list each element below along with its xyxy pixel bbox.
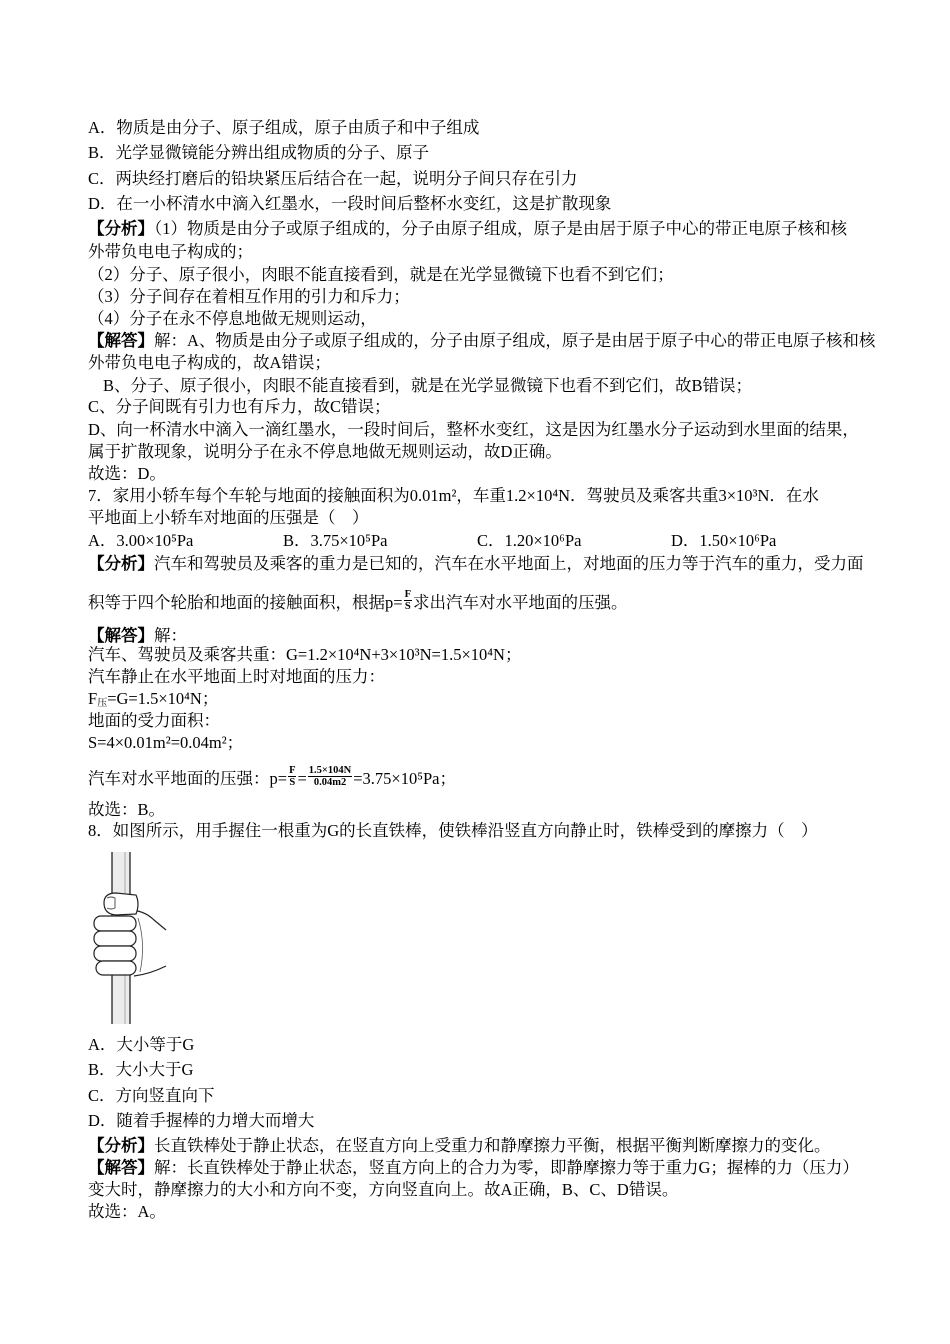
fraction-numerator: F <box>404 589 411 600</box>
force-symbol: F <box>88 689 98 708</box>
fraction-denominator: S <box>404 601 411 612</box>
solution-label: 【解答】 <box>88 1158 154 1177</box>
solution-label: 【解答】 <box>88 626 154 645</box>
q7-option-a: A．3.00×10⁵Pa <box>88 531 194 550</box>
q8-solution-line: 变大时，静摩擦力的大小和方向不变，方向竖直向上。故A正确，B、C、D错误。 <box>88 1180 679 1199</box>
solution-text: 解： <box>154 626 187 645</box>
q7-analysis-line <box>88 589 627 611</box>
q6-solution-line: 属于扩散现象，说明分子在永不停息地做无规则运动，故D正确。 <box>88 442 562 461</box>
q7-stem-line: 平地面上小轿车对地面的压强是（ ） <box>88 508 369 527</box>
fraction-denominator: 0.04m2 <box>313 777 347 788</box>
analysis-text: 长直铁棒处于静止状态，在竖直方向上受重力和静摩擦力平衡，根据平衡判断摩擦力的变化。 <box>154 1136 831 1155</box>
pressure-formula-fraction <box>404 589 412 612</box>
q6-solution-line: D、向一杯清水中滴入一滴红墨水，一段时间后，整杯水变红，这是因为红墨水分子运动到水里面的结果， <box>88 420 859 439</box>
analysis-text: 汽车和驾驶员及乘客的重力是已知的，汽车在水平地面上，对地面的压力等于汽车的重力，受力面 <box>154 554 864 573</box>
q7-solution-line: 汽车静止在水平地面上时对地面的压力： <box>88 667 385 686</box>
q6-analysis-line: （2）分子、原子很小，肉眼不能直接看到，就是在光学显微镜下也看不到它们； <box>88 265 674 284</box>
q8-answer-choice: 故选：A。 <box>88 1202 166 1221</box>
q6-solution-line <box>88 330 875 352</box>
fraction-numerator: 1.5×104N <box>308 765 352 776</box>
fraction-numerator: F <box>289 765 296 776</box>
q7-analysis-line <box>88 553 864 575</box>
q6-analysis-line: （3）分子间存在着相互作用的引力和斥力； <box>88 287 410 306</box>
q8-solution-line <box>88 1157 859 1179</box>
hand-gripping-iron-rod-figure <box>88 852 168 1024</box>
q7-solution-line: 汽车、驾驶员及乘客共重：G=1.2×10⁴N+3×10³N=1.5×10⁴N； <box>88 645 522 664</box>
q6-analysis-line: 外带负电电子构成的； <box>88 242 253 261</box>
q7-option-c: C．1.20×10⁶Pa <box>477 531 582 550</box>
q7-stem-line: 7．家用小轿车每个车轮与地面的接触面积为0.01m²，车重1.2×10⁴N．驾驶员及乘客共重3×10³N．在水 <box>88 486 819 505</box>
q6-solution-line: C、分子间既有引力也有斥力，故C错误； <box>88 397 391 416</box>
q7-solution-line: S=4×0.01m²=0.04m²； <box>88 733 244 752</box>
solution-text: 汽车对水平地面的压强：p= <box>88 769 288 788</box>
analysis-label: 【分析】 <box>88 554 154 573</box>
q6-option-c: C．两块经打磨后的铅块紧压后结合在一起，说明分子间只存在引力 <box>88 169 578 188</box>
force-subscript: 压 <box>97 698 108 709</box>
q6-answer-choice: 故选：D。 <box>88 464 166 483</box>
analysis-text: （1）物质是由分子或原子组成的，分子由原子组成，原子是由居于原子中心的带正电原子核和核 <box>154 219 847 238</box>
q8-option-b: B．大小大于G <box>88 1060 194 1079</box>
equals-sign: = <box>297 769 307 788</box>
q6-solution-line: 外带负电电子构成的，故A错误； <box>88 353 331 372</box>
q6-solution-line: B、分子、原子很小，肉眼不能直接看到，就是在光学显微镜下也看不到它们，故B错误； <box>103 376 753 395</box>
q8-stem-line: 8．如图所示，用手握住一根重为G的长直铁棒，使铁棒沿竖直方向静止时，铁棒受到的摩擦力（ ） <box>88 821 818 840</box>
q6-analysis-line: （4）分子在永不停息地做无规则运动， <box>88 309 377 328</box>
q8-option-c: C．方向竖直向下 <box>88 1086 215 1105</box>
q6-option-b: B．光学显微镜能分辨出组成物质的分子、原子 <box>88 143 430 162</box>
q7-option-d: D．1.50×10⁶Pa <box>671 531 777 550</box>
symbolic-fraction <box>288 765 296 788</box>
q6-option-d: D．在一小杯清水中滴入红墨水，一段时间后整杯水变红，这是扩散现象 <box>88 194 612 213</box>
q7-solution-line: 地面的受力面积： <box>88 711 220 730</box>
q7-option-b: B．3.75×10⁵Pa <box>283 531 388 550</box>
solution-result: =3.75×10⁵Pa； <box>353 769 456 788</box>
q8-option-a: A．大小等于G <box>88 1035 195 1054</box>
q8-option-d: D．随着手握棒的力增大而增大 <box>88 1111 315 1130</box>
analysis-label: 【分析】 <box>88 1136 154 1155</box>
gripping-hand <box>94 893 166 976</box>
analysis-text: 求出汽车对水平地面的压强。 <box>412 593 628 612</box>
analysis-text: 积等于四个轮胎和地面的接触面积，根据p= <box>88 593 403 612</box>
q6-analysis-line <box>88 218 847 240</box>
q7-solution-line <box>88 765 456 787</box>
q6-option-a: A．物质是由分子、原子组成，原子由质子和中子组成 <box>88 118 480 137</box>
q7-answer-choice: 故选：B。 <box>88 800 166 819</box>
analysis-label: 【分析】 <box>88 219 154 238</box>
numeric-fraction <box>308 765 352 788</box>
solution-text: 解：长直铁棒处于静止状态，竖直方向上的合力为零，即静摩擦力等于重力G；握棒的力（压力） <box>154 1158 859 1177</box>
solution-label: 【解答】 <box>88 331 154 350</box>
force-equation: =G=1.5×10⁴N； <box>107 689 219 708</box>
q7-solution-line <box>88 688 218 710</box>
solution-text: 解：A、物质是由分子或原子组成的，分子由原子组成，原子是由居于原子中心的带正电原子核和核 <box>154 331 876 350</box>
q8-analysis-line <box>88 1135 831 1157</box>
fraction-denominator: S <box>289 777 296 788</box>
